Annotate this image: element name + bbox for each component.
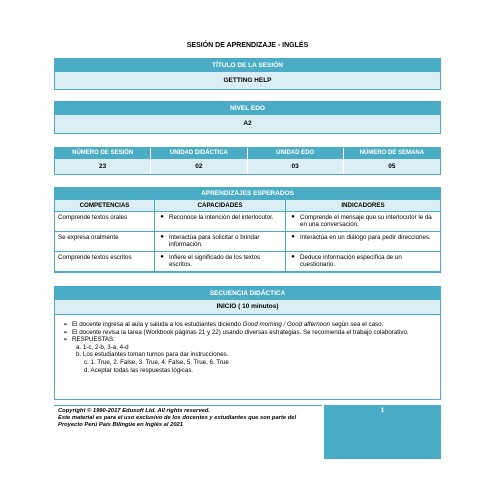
arrow-bullet-icon: ➢ (63, 321, 69, 328)
session-numbers-table (54, 147, 441, 175)
copyright-text: Copyright © 1990-2017 Edusoft Ltd. All rights reserved. (58, 408, 210, 414)
session-title-box (54, 58, 441, 90)
week-number-value: 05 (344, 159, 440, 174)
answer-a: a. 1-c, 2-b, 3-a, 4-d (76, 343, 129, 351)
answers-label: RESPUESTAS: (72, 336, 115, 344)
capacidad-text: Infiere el significado de los textos escritos. (169, 254, 261, 268)
arrow-bullet-icon: ➢ (63, 328, 69, 336)
column-header-capacidades: CAPACIDADES (155, 200, 286, 212)
arrow-bullet-icon: ➢ (63, 336, 69, 344)
list-item (63, 336, 432, 344)
didactic-unit-value: 02 (151, 159, 247, 174)
learning-header: APRENDIZAJES ESPERADOS (55, 188, 440, 200)
session-number-header: NÚMERO DE SESIÓN (55, 148, 151, 159)
competencia-cell: Comprende textos escritos (55, 252, 155, 272)
bullet-icon: ● (160, 234, 164, 240)
level-box (54, 101, 441, 134)
indicador-text: Comprende el mensaje que su interlocutor le da en una conversación. (300, 214, 432, 228)
greeting-suffix: según sea el caso. (330, 321, 384, 328)
page-footer (54, 405, 441, 459)
competencia-cell: Comprende textos orales (55, 212, 155, 232)
capacidad-cell (155, 232, 286, 252)
bullet-icon: ● (160, 254, 164, 260)
competencia-cell: Se expresa oralmente (55, 232, 155, 252)
footer-divider (54, 405, 322, 406)
sequence-subheader: INICIO ( 10 minutos) (55, 300, 440, 314)
list-item (63, 321, 432, 329)
didactic-unit-header: UNIDAD DIDÁCTICA (151, 148, 247, 159)
edo-unit-header: UNIDAD EDO (248, 148, 344, 159)
capacidad-cell (155, 252, 286, 272)
level-header: NIVEL EDO (55, 102, 440, 115)
capacidad-cell (155, 212, 286, 232)
homework-text: El docente revisa la tarea (Workbook páginas 21 y 22) usando diversas estrategias. Se recomienda el trabajo colaborativo. (72, 328, 409, 336)
greeting-text: El docente ingresa al aula y saluda a los estudiantes diciendo (72, 321, 243, 328)
session-title-value: GETTING HELP (55, 72, 440, 89)
session-number-value: 23 (55, 159, 151, 174)
bullet-icon: ● (291, 214, 295, 220)
week-number-header: NÚMERO DE SEMANA (344, 148, 440, 159)
footer-text (58, 408, 320, 430)
indicador-cell (286, 232, 440, 252)
bullet-icon: ● (160, 214, 164, 220)
sequence-box (54, 286, 441, 400)
sequence-content (55, 314, 440, 399)
bullet-icon: ● (291, 234, 295, 240)
usage-note: Este material es para el uso exclusivo de los docentes y estudiantes que son parte del Proyecto Perú País Bilingüe en Inglés al 2021 (58, 415, 297, 429)
document-title: SESIÓN DE APRENDIZAJE - INGLÉS (186, 42, 309, 49)
answer-d: d. Aceptar todas las respuestas lógicas. (84, 366, 194, 374)
sequence-header: SECUENCIA DIDÁCTICA (55, 287, 440, 300)
greeting-phrase: Good morning / Good afternoon (242, 321, 330, 328)
answer-c: c. 1. True, 2. False, 3. True, 4. False, 5. True, 6. True (84, 358, 229, 366)
list-item (63, 329, 432, 337)
bullet-icon: ● (291, 254, 295, 260)
capacidad-text: Interactúa para solicitar o brindar información. (169, 234, 260, 248)
indicador-cell (286, 252, 440, 272)
column-header-competencias: COMPETENCIAS (55, 200, 155, 212)
indicador-cell (286, 212, 440, 232)
answer-b: b. Los estudiantes toman turnos para dar instrucciones. (76, 351, 229, 359)
indicador-text: Interactúa en un diálogo para pedir direcciones. (300, 234, 431, 241)
page-number: 1 (324, 405, 441, 459)
level-value: A2 (55, 115, 440, 133)
edo-unit-value: 03 (248, 159, 344, 174)
learning-table (54, 187, 441, 273)
session-title-header: TÍTULO DE LA SESIÓN (55, 59, 440, 72)
capacidad-text: Reconoce la intención del interlocutor. (169, 214, 274, 221)
indicador-text: Deduce información específica de un cuestionario. (300, 254, 402, 268)
column-header-indicadores: INDICADORES (286, 200, 440, 212)
